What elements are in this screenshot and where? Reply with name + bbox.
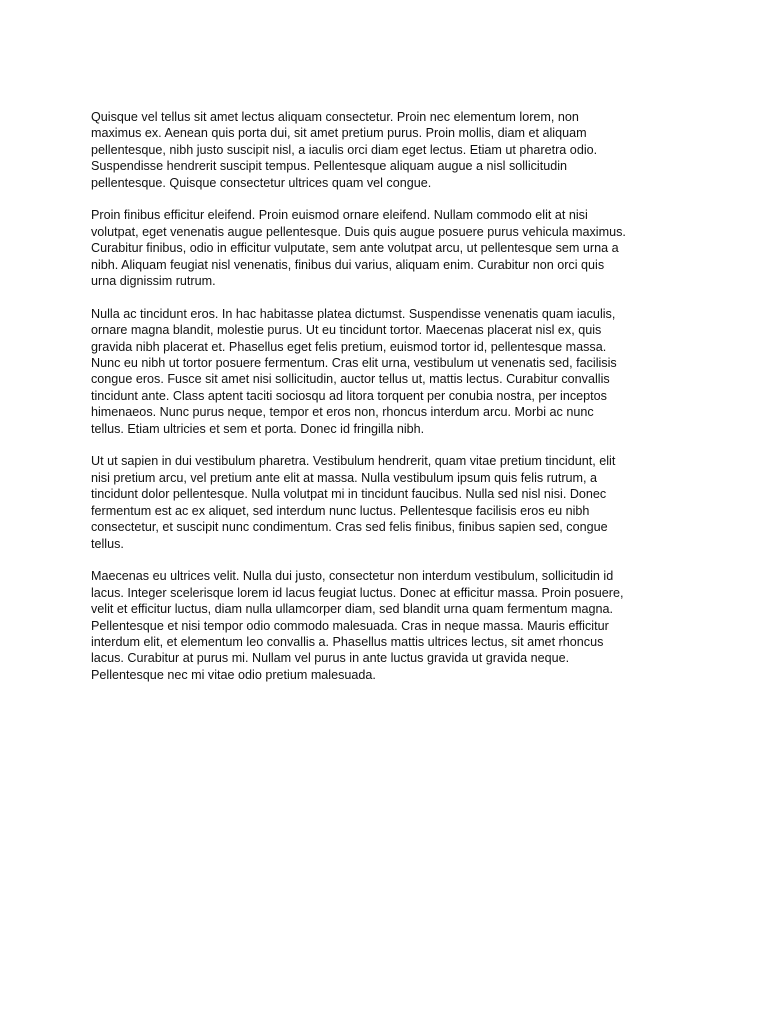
- document-page: [91, 109, 681, 700]
- paragraph-5: Maecenas eu ultrices velit. Nulla dui justo, consectetur non interdum vestibulum, sollicitudin id lacus. Integer scelerisque lorem id lacus feugiat luctus. Donec at efficitur massa. Proin posuere, velit et efficitur luctus, diam nulla ullamcorper diam, sed blandit urna quam fermentum magna. Pellentesque et nisi tempor odio commodo malesuada. Cras in neque massa. Mauris efficitur interdum elit, et elementum leo convallis a. Phasellus mattis ultrices lectus, sit amet rhoncus lacus. Curabitur at purus mi. Nullam vel purus in ante luctus gravida ut gravida neque. Pellentesque nec mi vitae odio pretium malesuada.: [91, 569, 624, 682]
- paragraph-3: Nulla ac tincidunt eros. In hac habitasse platea dictumst. Suspendisse venenatis quam iaculis, ornare magna blandit, molestie purus. Ut eu tincidunt tortor. Maecenas placerat nisl ex, quis gravida nibh placerat et. Phasellus eget felis pretium, euismod tortor id, pellentesque massa. Nunc eu nibh ut tortor posuere fermentum. Cras elit urna, vestibulum ut venenatis sed, facilisis congue eros. Fusce sit amet nisi sollicitudin, auctor tellus ut, mattis lectus. Curabitur convallis tincidunt ante. Class aptent taciti sociosqu ad litora torquent per conubia nostra, per inceptos himenaeos. Nunc purus neque, tempor et eros non, rhoncus interdum arcu. Morbi ac nunc tellus. Etiam ultricies et sem et porta. Donec id fringilla nibh.: [91, 306, 617, 436]
- paragraph-4: Ut ut sapien in dui vestibulum pharetra. Vestibulum hendrerit, quam vitae pretium tincidunt, elit nisi pretium arcu, vel pretium ante elit at massa. Nulla vestibulum ipsum quis felis rutrum, a tincidunt dolor pellentesque. Nulla volutpat mi in tincidunt faucibus. Nulla sed nisl nisi. Donec fermentum est ac ex aliquet, sed interdum nunc luctus. Pellentesque facilisis eros eu nibh consectetur, et suscipit nunc condimentum. Cras sed felis finibus, finibus sapien sed, congue tellus.: [91, 454, 616, 551]
- paragraph-2: Proin finibus efficitur eleifend. Proin euismod ornare eleifend. Nullam commodo elit at nisi volutpat, eget venenatis augue pellentesque. Duis quis augue posuere purus vehicula maximus. Curabitur finibus, odio in efficitur vulputate, sem ante volutpat arcu, ut pellentesque sem urna a nibh. Aliquam feugiat nisl venenatis, finibus dui varius, aliquam enim. Curabitur non orci quis urna dignissim rutrum.: [91, 208, 626, 289]
- paragraph-1: Quisque vel tellus sit amet lectus aliquam consectetur. Proin nec elementum lorem, non maximus ex. Aenean quis porta dui, sit amet pretium purus. Proin mollis, diam et aliquam pellentesque, nibh justo suscipit nisl, a iaculis orci diam eget lectus. Etiam ut pharetra odio. Suspendisse hendrerit suscipit tempus. Pellentesque aliquam augue a nisl sollicitudin pellentesque. Quisque consectetur ultrices quam vel congue.: [91, 110, 598, 190]
